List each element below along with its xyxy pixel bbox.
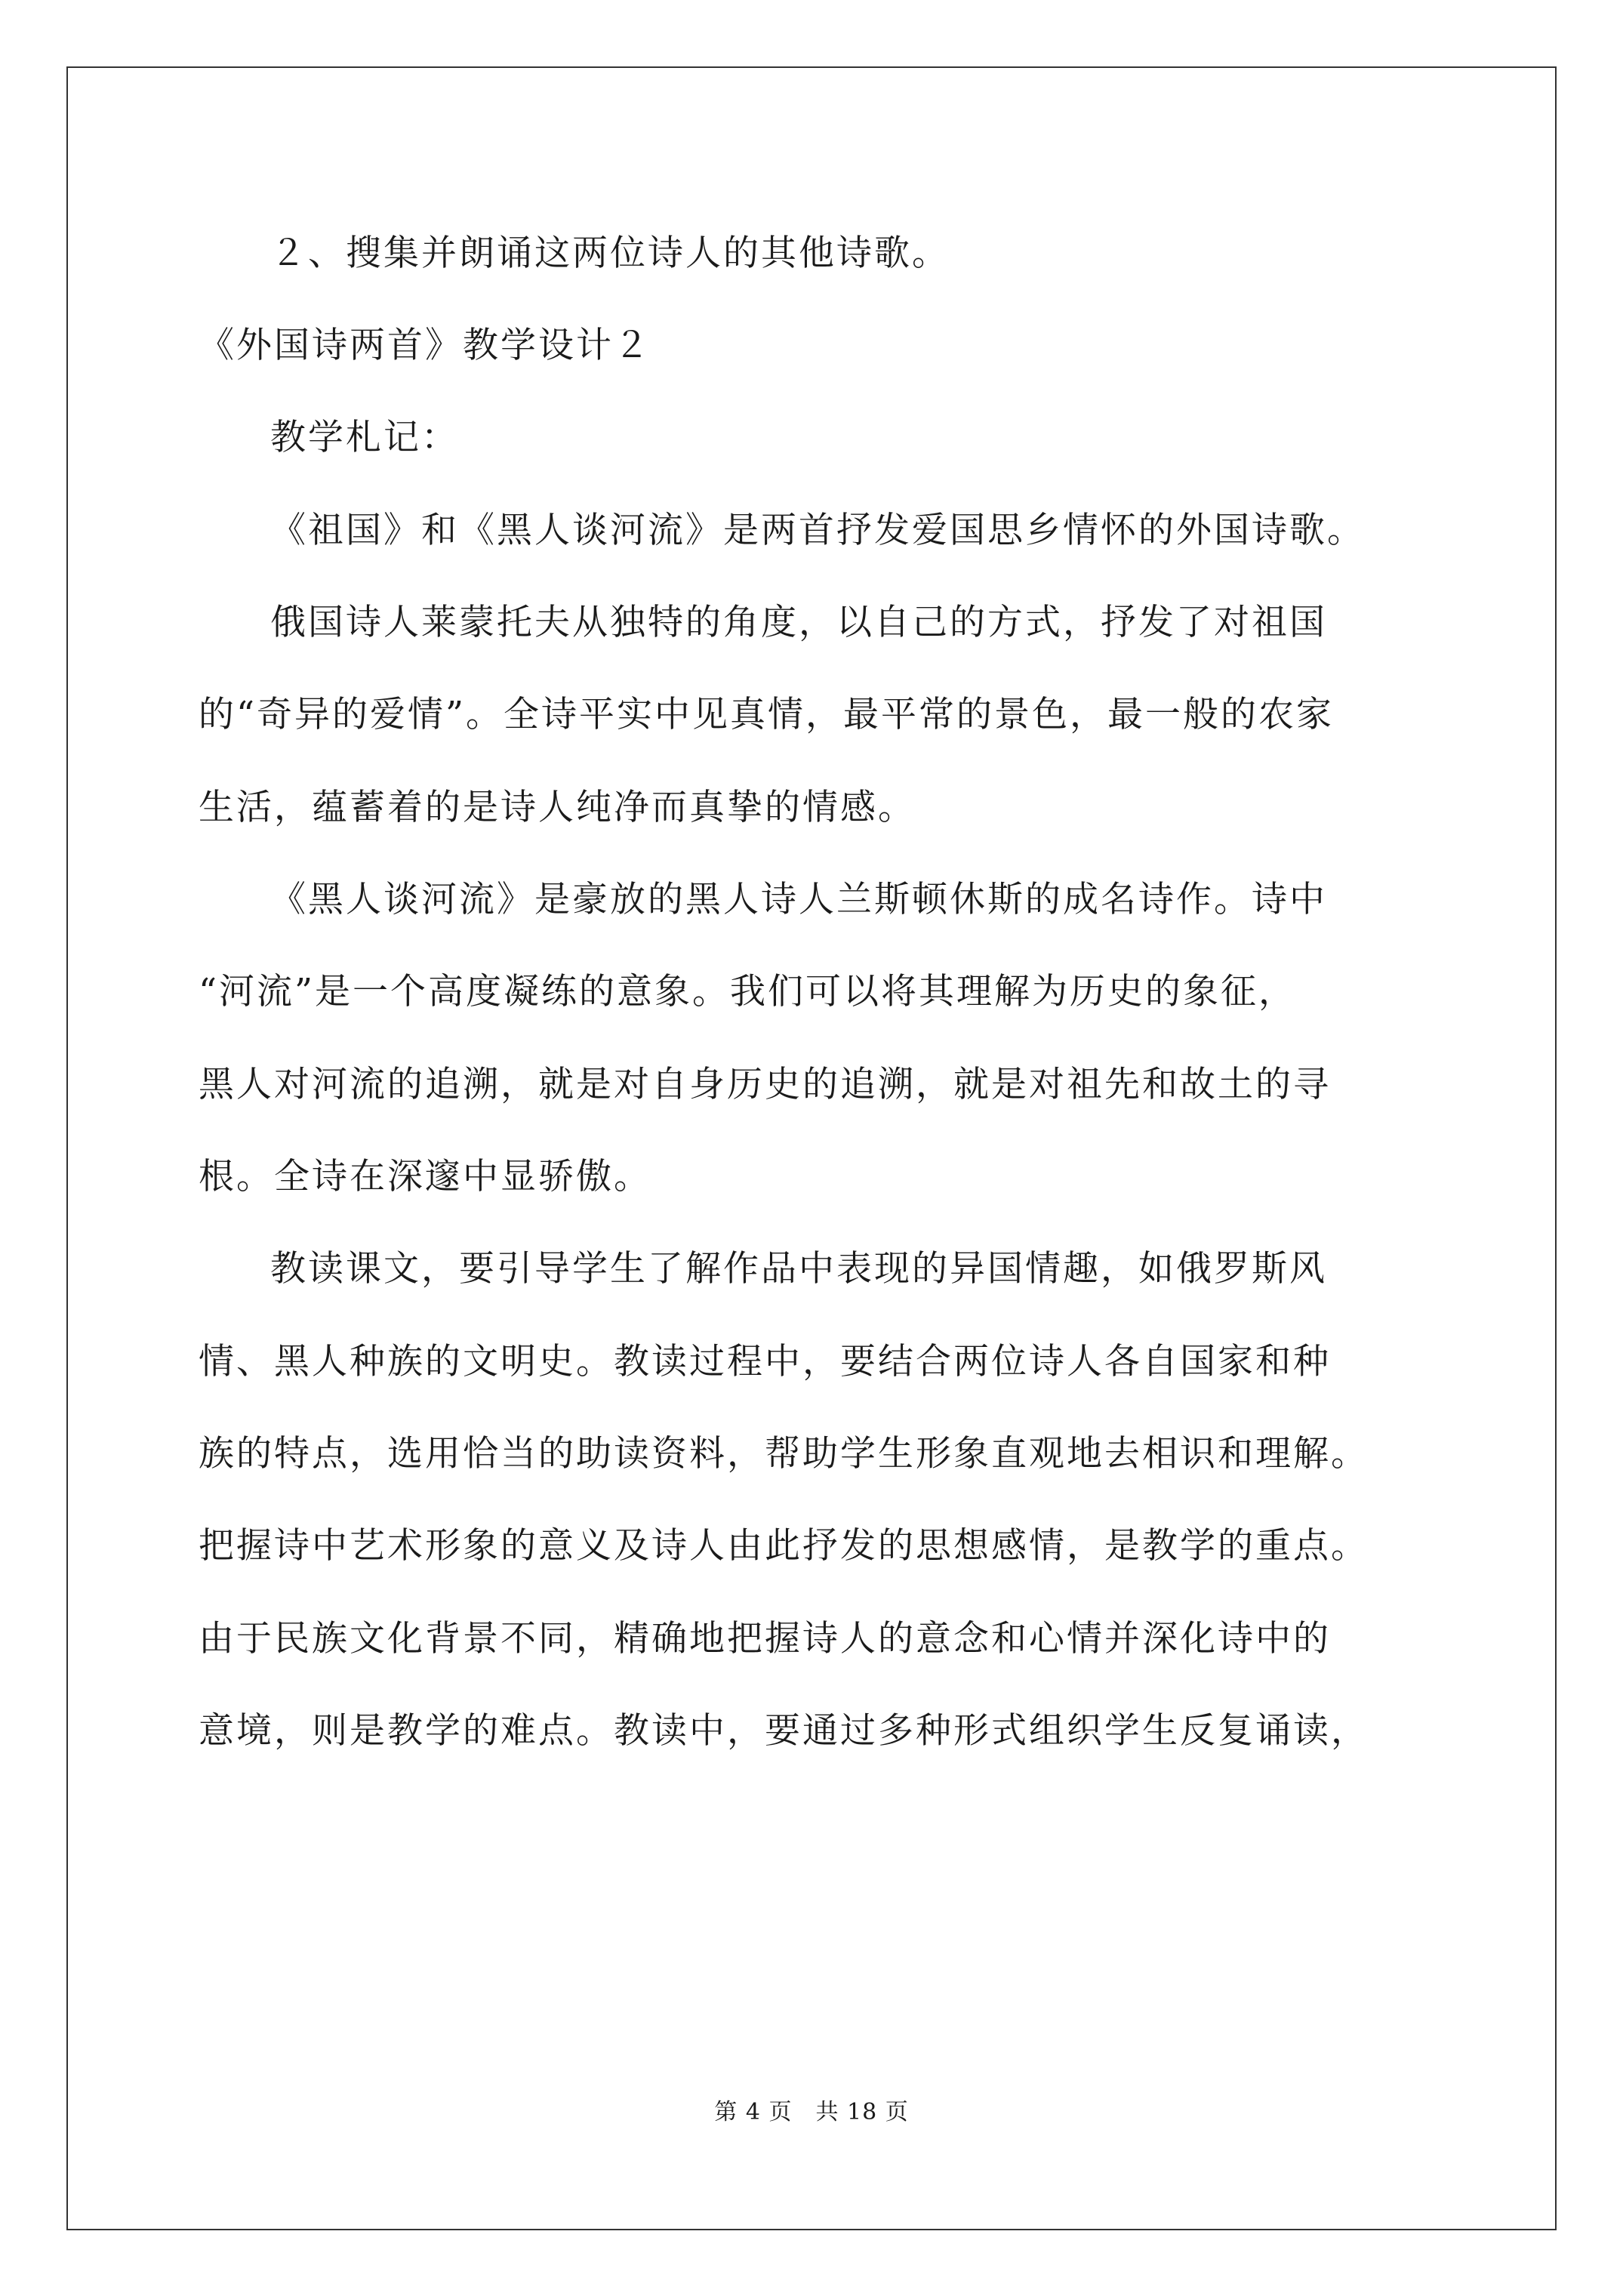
page-number-footer: 第 4 页 共 18 页 [714,2099,909,2125]
page-border [66,66,1557,2230]
section-heading: 《外国诗两首》教学设计２ [199,325,651,366]
body-line: 根。全诗在深邃中显骄傲。 [199,1156,651,1197]
body-line: 意境，则是教学的难点。教读中，要通过多种形式组织学生反复诵读， [199,1710,1369,1752]
body-line: 由于民族文化背景不同，精确地把握诗人的意念和心情并深化诗中的 [199,1618,1331,1660]
body-line: 《祖国》和《黑人谈河流》是两首抒发爱国思乡情怀的外国诗歌。 [270,510,1365,551]
body-line: ２、搜集并朗诵这两位诗人的其他诗歌。 [270,233,950,274]
body-line: 教读课文，要引导学生了解作品中表现的异国情趣，如俄罗斯风 [270,1248,1327,1290]
body-line: 的“奇异的爱情”。全诗平实中见真情，最平常的景色，最一般的农家 [199,694,1335,735]
body-line: 族的特点，选用恰当的助读资料，帮助学生形象直观地去相识和理解。 [199,1433,1369,1475]
body-line: 俄国诗人莱蒙托夫从独特的角度，以自己的方式，抒发了对祖国 [270,602,1327,643]
body-line: 把握诗中艺术形象的意义及诗人由此抒发的思想感情，是教学的重点。 [199,1525,1369,1567]
body-line: “河流”是一个高度凝练的意象。我们可以将其理解为历史的象征， [199,971,1297,1012]
body-line: 情、黑人种族的文明史。教读过程中，要结合两位诗人各自国家和种 [199,1341,1331,1382]
body-line: 《黑人谈河流》是豪放的黑人诗人兰斯顿休斯的成名诗作。诗中 [270,879,1327,920]
body-line: 教学札记： [270,417,459,458]
body-line: 生活，蕴蓄着的是诗人纯净而真挚的情感。 [199,787,916,828]
body-line: 黑人对河流的追溯，就是对自身历史的追溯，就是对祖先和故土的寻 [199,1064,1331,1105]
